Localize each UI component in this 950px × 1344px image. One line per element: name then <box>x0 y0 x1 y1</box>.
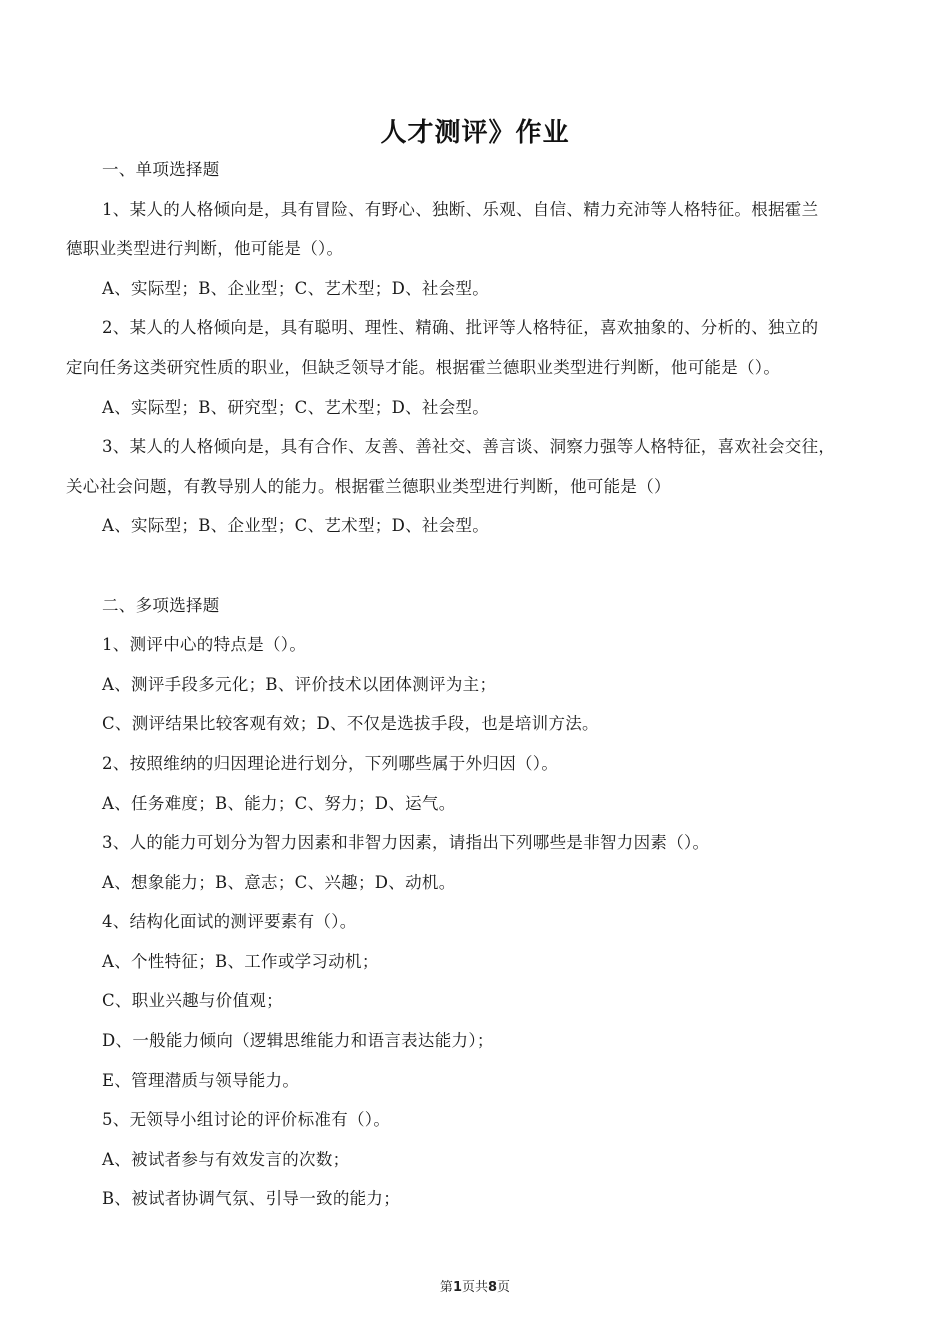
page-footer <box>0 1276 950 1295</box>
mc-question-4: 4、结构化面试的测评要素有（）。 <box>102 912 357 932</box>
section-heading-multiple-choice: 二、多项选择题 <box>102 595 220 615</box>
mc-question-3-options: A、想象能力；B、意志；C、兴趣；D、动机。 <box>102 872 456 892</box>
mc-question-1: 1、测评中心的特点是（）。 <box>102 635 307 655</box>
mc-question-5-option-b: B、被试者协调气氛、引导一致的能力； <box>102 1189 401 1209</box>
mc-question-4-option-e: E、管理潜质与领导能力。 <box>102 1070 300 1090</box>
section-heading-single-choice: 一、单项选择题 <box>102 160 220 179</box>
document-body <box>66 160 884 1209</box>
question-2-options: A、实际型；B、研究型；C、艺术型；D、社会型。 <box>102 397 490 417</box>
question-1-options: A、实际型；B、企业型；C、艺术型；D、社会型。 <box>102 278 490 298</box>
question-1-line-1: 1、某人的人格倾向是，具有冒险、有野心、独断、乐观、自信、精力充沛等人格特征。根据霍兰 <box>102 199 819 219</box>
footer-prefix: 第 <box>439 1280 453 1295</box>
footer-page-number: 1 <box>452 1280 462 1295</box>
mc-question-4-option-d: D、一般能力倾向（逻辑思维能力和语言表达能力）； <box>102 1031 494 1051</box>
question-2-line-1: 2、某人的人格倾向是，具有聪明、理性、精确、批评等人格特征，喜欢抽象的、分析的、独立的 <box>102 318 819 338</box>
document-title: 人才测评》作业 <box>380 118 570 148</box>
mc-question-2: 2、按照维纳的归因理论进行划分，下列哪些属于外归因（）。 <box>102 753 559 773</box>
mc-question-3: 3、人的能力可划分为智力因素和非智力因素，请指出下列哪些是非智力因素（）。 <box>102 833 710 853</box>
mc-question-5: 5、无领导小组讨论的评价标准有（）。 <box>102 1110 391 1130</box>
footer-total-pages: 8 <box>488 1280 498 1295</box>
question-3-line-1: 3、某人的人格倾向是，具有合作、友善、善社交、善言谈、洞察力强等人格特征，喜欢社会交往， <box>102 437 836 457</box>
question-2-line-2: 定向任务这类研究性质的职业，但缺乏领导才能。根据霍兰德职业类型进行判断，他可能是（）。 <box>66 357 781 377</box>
footer-suffix: 页 <box>497 1280 511 1295</box>
mc-question-1-options-cd: C、测评结果比较客观有效；D、不仅是选拔手段，也是培训方法。 <box>102 714 599 734</box>
mc-question-2-options: A、任务难度；B、能力；C、努力；D、运气。 <box>102 793 456 813</box>
question-1-line-2: 德职业类型进行判断，他可能是（）。 <box>66 239 344 259</box>
mc-question-4-options-ab: A、个性特征；B、工作或学习动机； <box>102 951 379 971</box>
mc-question-4-option-c: C、职业兴趣与价值观； <box>102 991 283 1011</box>
question-3-line-2: 关心社会问题，有教导别人的能力。根据霍兰德职业类型进行判断，他可能是（） <box>66 476 671 496</box>
mc-question-1-options-ab: A、测评手段多元化；B、评价技术以团体测评为主； <box>102 674 497 694</box>
question-3-options: A、实际型；B、企业型；C、艺术型；D、社会型。 <box>102 516 490 536</box>
footer-middle: 页共 <box>461 1280 488 1295</box>
mc-question-5-option-a: A、被试者参与有效发言的次数； <box>102 1149 350 1169</box>
section-spacer <box>66 556 884 596</box>
